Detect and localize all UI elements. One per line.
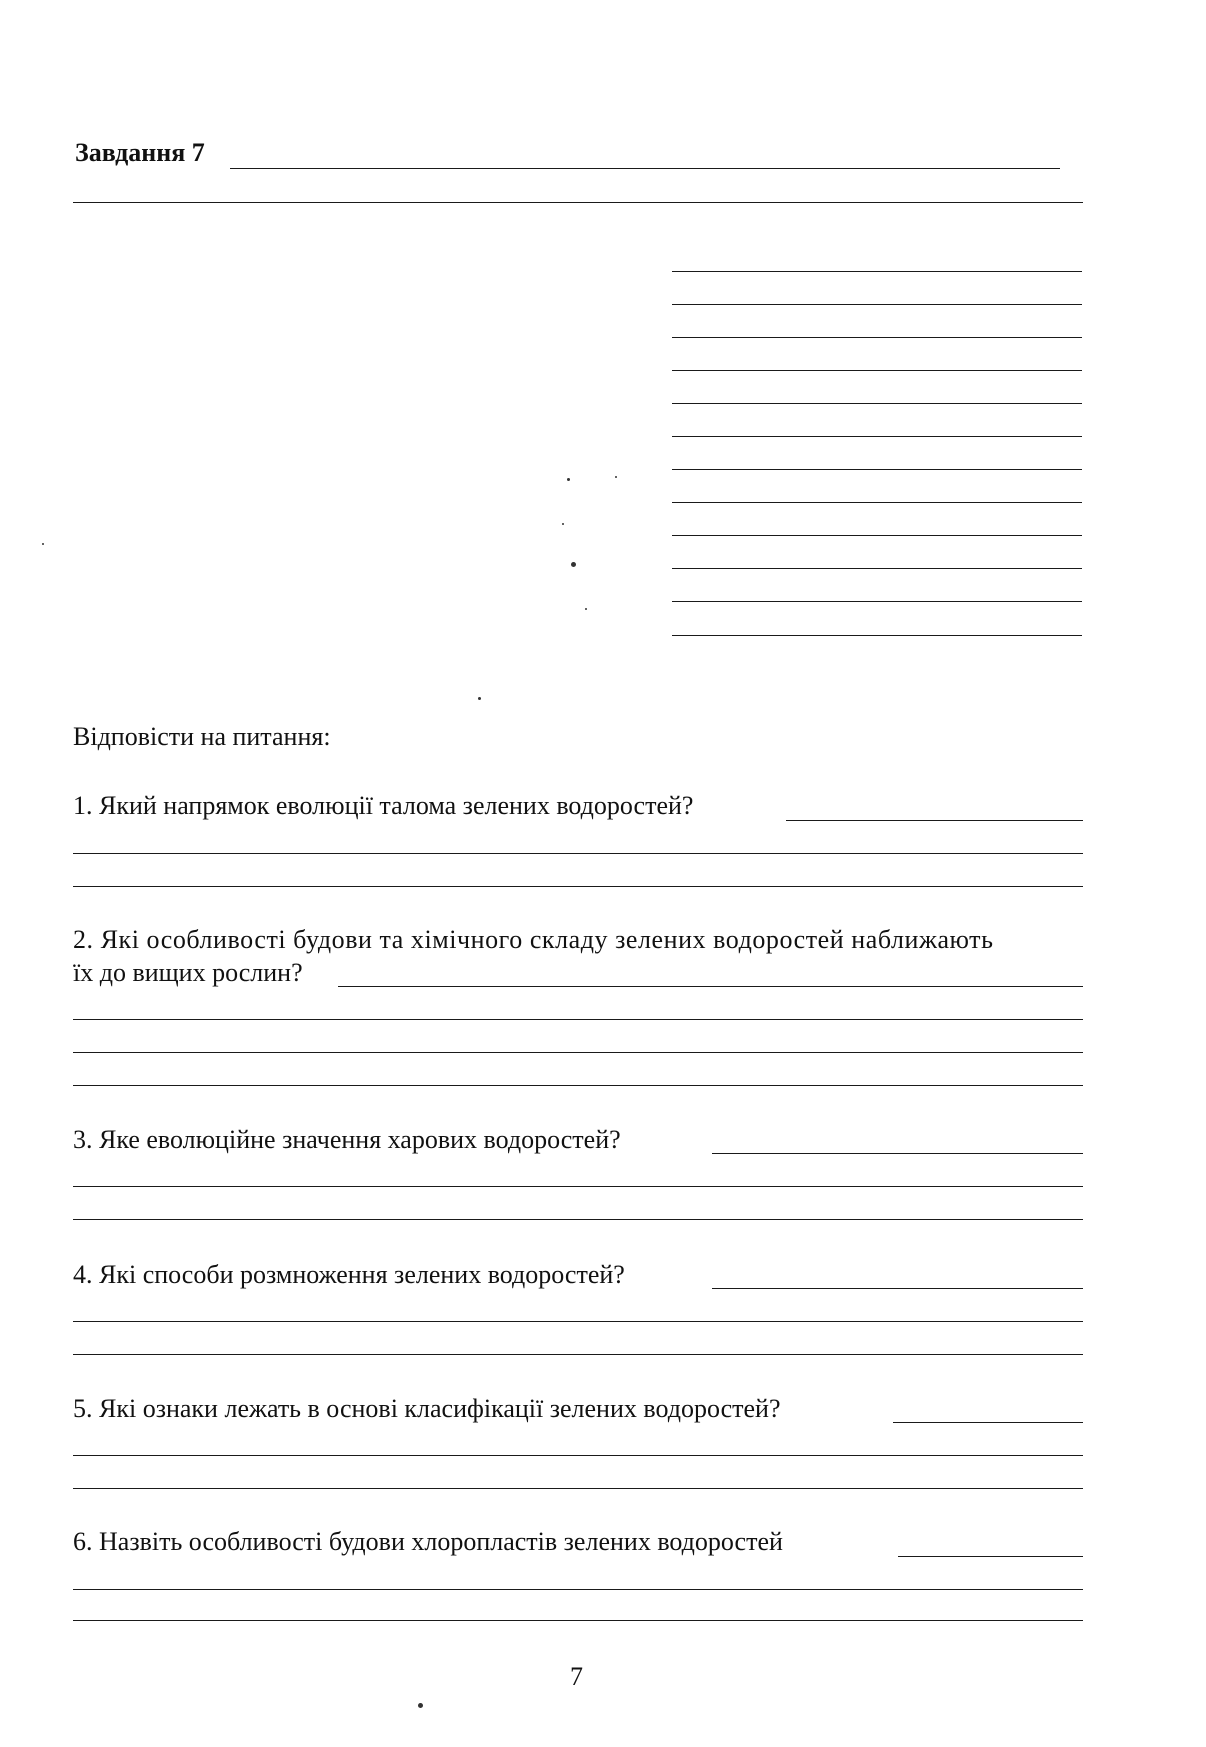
label-line[interactable]	[672, 635, 1082, 636]
answer-line[interactable]	[73, 1052, 1083, 1053]
answer-line[interactable]	[73, 1186, 1083, 1187]
scan-speck	[571, 562, 576, 567]
scan-speck	[567, 478, 570, 481]
label-line[interactable]	[672, 403, 1082, 404]
answer-line[interactable]	[338, 986, 1083, 987]
scan-speck	[418, 1703, 423, 1708]
question-4: 4. Які способи розмноження зелених водоростей?	[73, 1260, 625, 1289]
question-2-line-2: їх до вищих рослин?	[73, 958, 303, 987]
scan-speck	[585, 608, 587, 610]
label-line[interactable]	[672, 502, 1082, 503]
label-line[interactable]	[672, 568, 1082, 569]
answer-line[interactable]	[712, 1153, 1083, 1154]
label-line[interactable]	[672, 370, 1082, 371]
answer-line[interactable]	[893, 1422, 1083, 1423]
label-line[interactable]	[672, 601, 1082, 602]
answer-line[interactable]	[73, 1488, 1083, 1489]
question-6: 6. Назвіть особливості будови хлоропластів зелених водоростей	[73, 1527, 783, 1556]
scan-speck	[478, 697, 481, 700]
label-line[interactable]	[672, 337, 1082, 338]
answer-line[interactable]	[73, 1455, 1083, 1456]
answer-heading: Відповісти на питання:	[73, 722, 331, 751]
answer-line[interactable]	[73, 853, 1083, 854]
label-line[interactable]	[672, 535, 1082, 536]
question-5: 5. Які ознаки лежать в основі класифікації зелених водоростей?	[73, 1394, 781, 1423]
answer-line[interactable]	[73, 1321, 1083, 1322]
scan-speck	[615, 476, 617, 478]
answer-line[interactable]	[898, 1556, 1083, 1557]
answer-line[interactable]	[712, 1288, 1083, 1289]
label-line[interactable]	[672, 304, 1082, 305]
answer-line[interactable]	[786, 820, 1083, 821]
answer-line[interactable]	[73, 1620, 1083, 1621]
scan-speck	[562, 523, 564, 525]
task-title-answer-line[interactable]	[230, 168, 1060, 169]
answer-line[interactable]	[73, 1219, 1083, 1220]
answer-line[interactable]	[73, 1019, 1083, 1020]
label-line[interactable]	[672, 271, 1082, 272]
answer-line[interactable]	[73, 1354, 1083, 1355]
question-3: 3. Яке еволюційне значення харових водоростей?	[73, 1125, 621, 1154]
task-title: Завдання 7	[75, 138, 205, 167]
answer-line[interactable]	[73, 1589, 1083, 1590]
label-line[interactable]	[672, 469, 1082, 470]
scan-speck	[42, 543, 44, 545]
page-number: 7	[570, 1662, 583, 1691]
task-answer-line[interactable]	[73, 202, 1083, 203]
question-1: 1. Який напрямок еволюції талома зелених водоростей?	[73, 791, 694, 820]
label-line[interactable]	[672, 436, 1082, 437]
answer-line[interactable]	[73, 886, 1083, 887]
answer-line[interactable]	[73, 1085, 1083, 1086]
question-2-line-1: 2. Які особливості будови та хімічного складу зелених водоростей наближають	[73, 925, 994, 954]
